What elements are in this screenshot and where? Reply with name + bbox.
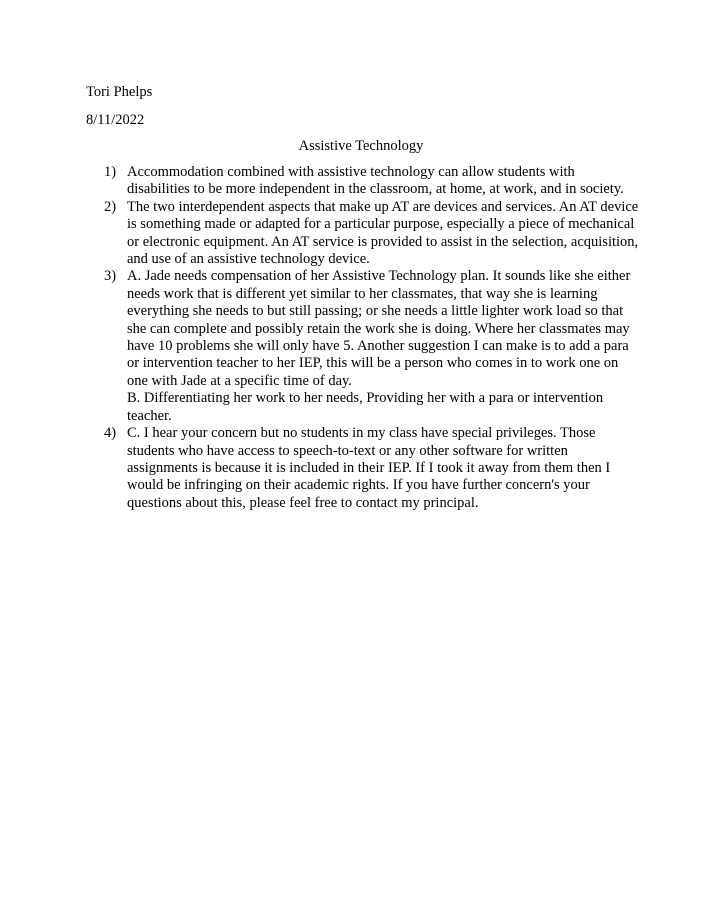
document-title: Assistive Technology (298, 138, 424, 154)
list-item-number: 3) (104, 268, 117, 285)
list-item-paragraph: C. I hear your concern but no students in my class have special privileges. Those students who have access to speech-to-text or any other software for written assignments is because it is included in their IEP. If I took it away from them then I would be infringing on their academic rights. If you have further concern's your questions about this, please feel free to contact my principal. (127, 425, 611, 511)
list-item (100, 425, 640, 512)
list-item-paragraph: Accommodation combined with assistive technology can allow students with disabilities to be more independent in the classroom, at home, at work, and in society. (127, 164, 624, 198)
list-item-number: 1) (104, 164, 117, 180)
list-item-number: 2) (104, 198, 117, 215)
list-item-paragraph: A. Jade needs compensation of her Assistive Technology plan. It sounds like she either needs work that is different yet similar to her classmates, that way she is learning everything she needs to but still passing; or she needs a little lighter work load so that she can complete and possibly retain the work she is doing. Where her classmates may have 10 problems she will only have 5. Another suggestion I can make is to add a para or intervention teacher to her IEP, this will be a person who comes in to work one on one with Jade at a specific time of day. (127, 268, 631, 389)
list-item (100, 199, 640, 269)
document-date: 8/11/2022 (86, 112, 145, 128)
list-item (100, 268, 640, 425)
list-item-paragraph: B. Differentiating her work to her needs, Providing her with a para or intervention teacher. (127, 390, 604, 424)
list-item-paragraph: The two interdependent aspects that make up AT are devices and services. An AT device is something made or adapted for a particular purpose, especially a piece of mechanical or electronic equipment. An AT service is provided to assist in the selection, acquisition, and use of an assistive technology device. (127, 198, 639, 268)
numbered-answer-list (100, 164, 640, 512)
list-item (100, 164, 640, 199)
list-item-number: 4) (104, 425, 117, 442)
author-name: Tori Phelps (86, 84, 153, 100)
